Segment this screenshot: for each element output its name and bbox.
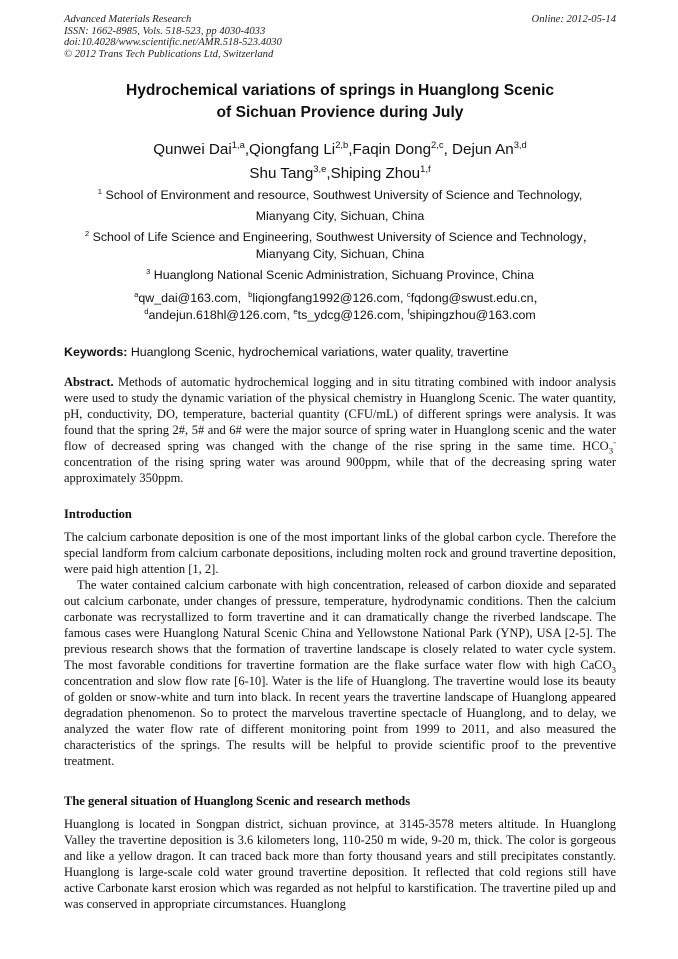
- email-line-1: [64, 290, 616, 307]
- email-superscript: e: [293, 306, 298, 316]
- affiliation-1: [64, 187, 616, 204]
- email-superscript: c: [406, 289, 411, 299]
- intro-text-cont: concentration and slow flow rate [6-10]. Water is the life of Huanglong. The travertine would lose its beauty of golden or snow-white and turn into black. In recent years the travertine landscape of Huanglong appeared degradation phenomenon. So to protect the marvelous travertine spectacle of Huanglong, and to delay, we analyzed the water flow rate of different monitoring point from 1999 to 2011, and also measured the characteristics of the springs. The results will be helpful to provide scientific proof to the preventive treatment.: [64, 674, 616, 768]
- author: Shu Tang: [249, 165, 314, 182]
- paper-title: [64, 80, 616, 124]
- author-separator: ,: [244, 141, 250, 158]
- abstract-paragraph: [64, 374, 616, 486]
- issn: ISSN: 1662-8985, Vols. 518-523, pp 4030-4033: [64, 25, 266, 37]
- keywords-text: Huanglong Scenic, hydrochemical variations, water quality, travertine: [130, 345, 509, 359]
- email: fqdong@swust.edu.cn，: [410, 291, 546, 305]
- author-separator: ,: [348, 141, 353, 158]
- author-superscript: 3,d: [513, 138, 527, 150]
- keywords-label: Keywords:: [64, 345, 128, 359]
- email-superscript: a: [134, 289, 139, 299]
- hco3-superscript: -: [613, 436, 616, 447]
- author-line-2: [64, 162, 616, 186]
- abstract: [64, 374, 616, 486]
- affiliation-text: School of Life Science and Engineering, Southwest University of Science and Technology，: [92, 230, 596, 244]
- intro-paragraph-1: The calcium carbonate deposition is one of the most important links of the global carbon cycle. Therefore the special landform from calcium carbonate depositions, including molten rock and ground travertine deposition, were paid high attention [1, 2].: [64, 530, 616, 576]
- abstract-label: Abstract.: [64, 375, 114, 389]
- affiliation-number: 1: [97, 186, 102, 196]
- affiliation-3: [64, 267, 616, 284]
- affiliation-number: 3: [146, 266, 151, 276]
- affiliation-text: School of Environment and resource, Southwest University of Science and Technology,: [105, 188, 583, 202]
- general-paragraph-1: Huanglong is located in Songpan district, sichuan province, at 3145-3578 meters altitude. In Huanglong Valley the travertine deposition is 3.6 kilometers long, 110-250 m wide, 9-20 m, thick. The color is gorgeous and like a yellow dragon. It can traced back more than forty thousand years and still precipitates constantly. Huanglong is large-scale cold water ground travertine deposition. It reflected that cold regions still have active Carbonate karst erosion which was regarded as not helpful to karstification. The travertine piled up and was conserved in appropriate circumstances. Huanglong: [64, 817, 616, 911]
- title-line-2: of Sichuan Provience during July: [216, 104, 464, 121]
- abstract-text-cont: concentration of the rising spring water was around 900ppm, while that of the decreasing spring water approximately 350ppm.: [64, 455, 616, 485]
- affiliation-number: 2: [84, 228, 90, 238]
- affiliations: [64, 187, 616, 284]
- affiliation-1-city: Mianyang City, Sichuan, China: [255, 209, 425, 223]
- email: liqiongfang1992@126.com,: [252, 291, 404, 305]
- author-separator: ,: [443, 141, 453, 158]
- author: Qiongfang Li: [249, 141, 336, 158]
- author-superscript: 2,c: [431, 138, 444, 150]
- author: Qunwei Dai: [153, 141, 232, 158]
- journal-name: Advanced Materials Research: [64, 14, 192, 25]
- author-superscript: 3,e: [313, 162, 327, 174]
- journal-header: [64, 14, 616, 60]
- author: Shiping Zhou: [330, 165, 421, 182]
- email-list: [64, 290, 616, 324]
- author-superscript: 2,b: [335, 138, 349, 150]
- email-superscript: b: [248, 289, 253, 299]
- general-situation-body: [64, 816, 616, 912]
- author: Faqin Dong: [352, 141, 432, 158]
- email: qw_dai@163.com,: [138, 291, 242, 305]
- affiliation-2: [64, 229, 616, 246]
- introduction-body: [64, 529, 616, 769]
- copyright: © 2012 Trans Tech Publications Ltd, Switzerland: [64, 48, 274, 60]
- email: andejun.618hl@126.com,: [148, 308, 290, 322]
- author-list: [64, 138, 616, 186]
- email-line-2: [64, 307, 616, 324]
- abstract-text: Methods of automatic hydrochemical logging and in situ titrating combined with indoor analysis were used to study the dynamic variation of the physical chemistry in Huanglong Scenic. The water quantity, pH, conductivity, DO, temperature, bacterial quantity (CFU/mL) of different springs were analysis. It was found that the spring 2#, 5# and 6# were the major source of spring water in Huanglong scenic and the water flow of decreased spring was changed with the change of the rise spring in the same time. HCO: [64, 375, 617, 453]
- author-superscript: 1,f: [420, 162, 431, 174]
- doi: doi:10.4028/www.scientific.net/AMR.518-523.4030: [64, 37, 282, 49]
- email: shipingzhou@163.com: [409, 308, 536, 322]
- email-superscript: d: [144, 306, 149, 316]
- keywords: [64, 344, 616, 360]
- author: Dejun An: [452, 141, 514, 158]
- author-line-1: [64, 138, 616, 162]
- hco3-subscript: 3: [608, 445, 614, 456]
- general-situation-heading: The general situation of Huanglong Scenic and research methods: [64, 794, 411, 808]
- affiliation-2-city: Mianyang City, Sichuan, China: [255, 247, 425, 261]
- title-line-1: Hydrochemical variations of springs in Huanglong Scenic: [125, 82, 555, 99]
- introduction-heading: Introduction: [64, 507, 132, 521]
- email: ts_ydcg@126.com,: [297, 308, 404, 322]
- author-separator: ,: [326, 165, 331, 182]
- online-date: Online: 2012-05-14: [531, 14, 616, 25]
- email-superscript: f: [407, 306, 410, 316]
- caco3-subscript: 3: [611, 664, 616, 675]
- intro-paragraph-2: [64, 577, 616, 769]
- intro-text: The water contained calcium carbonate with high concentration, released of carbon dioxide and separated out calcium carbonate, under changes of pressure, temperature, hydrodynamic conditions. Then the calcium carbonate was recrystallized to form travertine and it can dramatically change the riverbed landscape. The famous cases were Huanglong Natural Scenic China and Yellowstone National Park (YNP), USA [2-5]. The previous research shows that the formation of travertine landscape is closely related to water cycle system. The most favorable conditions for travertine formation are the flake surface water flow with high CaCO: [64, 578, 616, 672]
- author-superscript: 1,a: [231, 138, 245, 150]
- affiliation-text: Huanglong National Scenic Administration, Sichuang Province, China: [153, 268, 534, 282]
